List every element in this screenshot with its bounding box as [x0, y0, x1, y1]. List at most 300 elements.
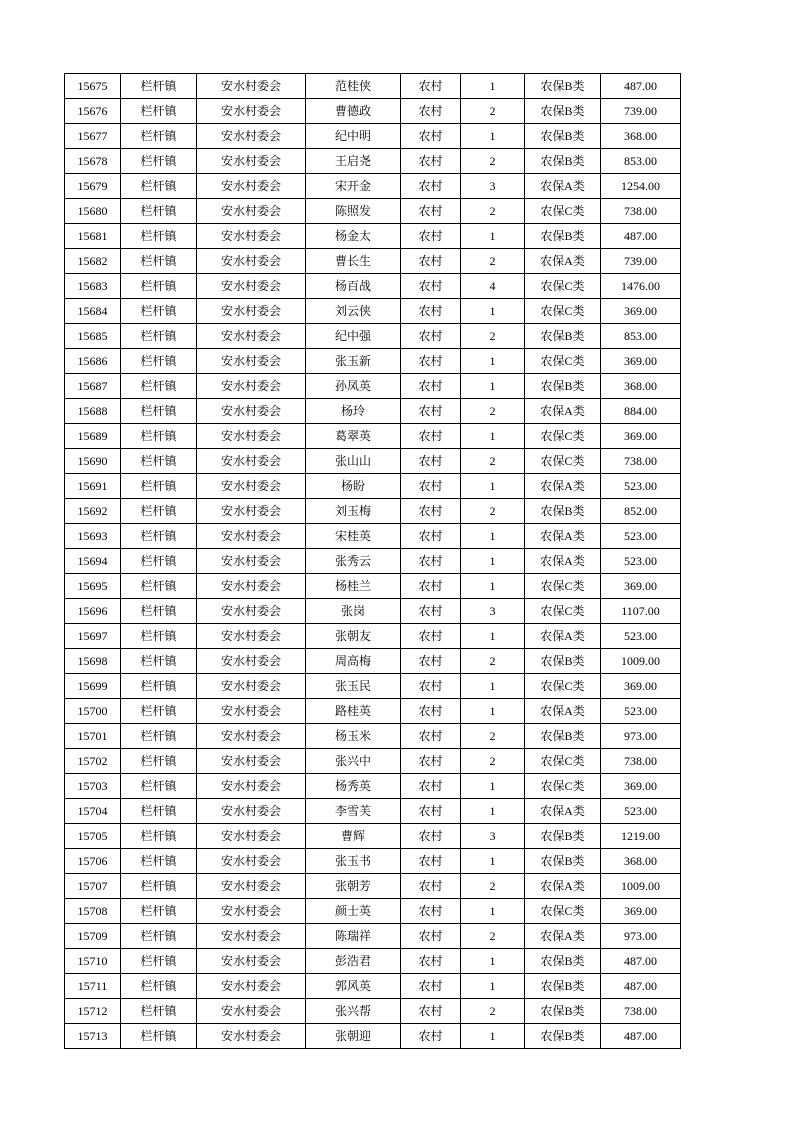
cell-name: 杨桂兰 [306, 574, 401, 599]
cell-town: 栏杆镇 [121, 74, 197, 99]
cell-serial: 15698 [65, 649, 121, 674]
cell-serial: 15709 [65, 924, 121, 949]
table-row [65, 174, 681, 199]
cell-village: 安水村委会 [197, 174, 306, 199]
cell-name: 路桂英 [306, 699, 401, 724]
cell-amount: 487.00 [601, 974, 681, 999]
cell-town: 栏杆镇 [121, 274, 197, 299]
cell-amount: 523.00 [601, 624, 681, 649]
cell-insurance-category: 农保C类 [525, 299, 601, 324]
table-row [65, 199, 681, 224]
cell-amount: 739.00 [601, 249, 681, 274]
cell-serial: 15675 [65, 74, 121, 99]
cell-name: 张朝迎 [306, 1024, 401, 1049]
cell-person-count: 1 [461, 299, 525, 324]
cell-person-count: 4 [461, 274, 525, 299]
cell-serial: 15703 [65, 774, 121, 799]
cell-person-count: 2 [461, 99, 525, 124]
cell-person-count: 2 [461, 149, 525, 174]
cell-insurance-category: 农保B类 [525, 974, 601, 999]
cell-amount: 369.00 [601, 574, 681, 599]
cell-person-count: 1 [461, 549, 525, 574]
cell-town: 栏杆镇 [121, 974, 197, 999]
cell-household-type: 农村 [401, 574, 461, 599]
cell-village: 安水村委会 [197, 724, 306, 749]
cell-amount: 487.00 [601, 224, 681, 249]
cell-serial: 15702 [65, 749, 121, 774]
cell-person-count: 2 [461, 324, 525, 349]
cell-person-count: 1 [461, 124, 525, 149]
cell-town: 栏杆镇 [121, 749, 197, 774]
cell-serial: 15712 [65, 999, 121, 1024]
cell-serial: 15683 [65, 274, 121, 299]
cell-town: 栏杆镇 [121, 574, 197, 599]
cell-name: 孙凤英 [306, 374, 401, 399]
cell-name: 张朝芳 [306, 874, 401, 899]
cell-village: 安水村委会 [197, 499, 306, 524]
cell-household-type: 农村 [401, 949, 461, 974]
cell-household-type: 农村 [401, 749, 461, 774]
cell-household-type: 农村 [401, 824, 461, 849]
cell-person-count: 1 [461, 974, 525, 999]
cell-household-type: 农村 [401, 699, 461, 724]
cell-household-type: 农村 [401, 274, 461, 299]
cell-person-count: 2 [461, 999, 525, 1024]
table-row [65, 274, 681, 299]
cell-household-type: 农村 [401, 599, 461, 624]
cell-household-type: 农村 [401, 724, 461, 749]
cell-name: 李雪芙 [306, 799, 401, 824]
cell-town: 栏杆镇 [121, 449, 197, 474]
cell-household-type: 农村 [401, 349, 461, 374]
cell-name: 彭浩君 [306, 949, 401, 974]
table-row [65, 924, 681, 949]
cell-name: 颜士英 [306, 899, 401, 924]
cell-serial: 15690 [65, 449, 121, 474]
cell-amount: 369.00 [601, 349, 681, 374]
cell-insurance-category: 农保C类 [525, 424, 601, 449]
cell-village: 安水村委会 [197, 974, 306, 999]
cell-name: 杨金太 [306, 224, 401, 249]
table-row [65, 624, 681, 649]
cell-household-type: 农村 [401, 899, 461, 924]
cell-person-count: 2 [461, 399, 525, 424]
cell-serial: 15693 [65, 524, 121, 549]
cell-insurance-category: 农保C类 [525, 449, 601, 474]
cell-name: 刘云侠 [306, 299, 401, 324]
cell-insurance-category: 农保B类 [525, 849, 601, 874]
cell-serial: 15682 [65, 249, 121, 274]
cell-amount: 853.00 [601, 324, 681, 349]
cell-amount: 1009.00 [601, 649, 681, 674]
table-row [65, 349, 681, 374]
cell-village: 安水村委会 [197, 424, 306, 449]
cell-household-type: 农村 [401, 674, 461, 699]
cell-insurance-category: 农保C类 [525, 199, 601, 224]
cell-household-type: 农村 [401, 249, 461, 274]
cell-name: 宋开金 [306, 174, 401, 199]
table-row [65, 774, 681, 799]
cell-household-type: 农村 [401, 874, 461, 899]
cell-amount: 523.00 [601, 799, 681, 824]
cell-household-type: 农村 [401, 1024, 461, 1049]
cell-amount: 1219.00 [601, 824, 681, 849]
cell-amount: 1009.00 [601, 874, 681, 899]
cell-household-type: 农村 [401, 74, 461, 99]
cell-town: 栏杆镇 [121, 849, 197, 874]
cell-insurance-category: 农保C类 [525, 349, 601, 374]
cell-name: 张岗 [306, 599, 401, 624]
cell-amount: 973.00 [601, 924, 681, 949]
cell-town: 栏杆镇 [121, 374, 197, 399]
cell-insurance-category: 农保C类 [525, 899, 601, 924]
cell-village: 安水村委会 [197, 674, 306, 699]
cell-household-type: 农村 [401, 424, 461, 449]
cell-name: 张玉书 [306, 849, 401, 874]
table-row [65, 599, 681, 624]
cell-household-type: 农村 [401, 549, 461, 574]
cell-village: 安水村委会 [197, 249, 306, 274]
cell-insurance-category: 农保A类 [525, 399, 601, 424]
cell-household-type: 农村 [401, 124, 461, 149]
cell-serial: 15687 [65, 374, 121, 399]
cell-serial: 15680 [65, 199, 121, 224]
cell-person-count: 1 [461, 949, 525, 974]
cell-insurance-category: 农保A类 [525, 549, 601, 574]
cell-village: 安水村委会 [197, 449, 306, 474]
cell-serial: 15684 [65, 299, 121, 324]
cell-village: 安水村委会 [197, 524, 306, 549]
cell-town: 栏杆镇 [121, 474, 197, 499]
cell-serial: 15695 [65, 574, 121, 599]
cell-amount: 523.00 [601, 474, 681, 499]
cell-household-type: 农村 [401, 524, 461, 549]
cell-person-count: 2 [461, 874, 525, 899]
cell-person-count: 1 [461, 574, 525, 599]
cell-insurance-category: 农保B类 [525, 74, 601, 99]
cell-amount: 368.00 [601, 374, 681, 399]
cell-insurance-category: 农保B类 [525, 824, 601, 849]
cell-town: 栏杆镇 [121, 724, 197, 749]
cell-insurance-category: 农保B类 [525, 149, 601, 174]
cell-town: 栏杆镇 [121, 224, 197, 249]
cell-village: 安水村委会 [197, 374, 306, 399]
cell-serial: 15708 [65, 899, 121, 924]
table-row [65, 824, 681, 849]
cell-amount: 487.00 [601, 949, 681, 974]
table-row [65, 899, 681, 924]
table-body [65, 74, 681, 1049]
cell-household-type: 农村 [401, 499, 461, 524]
cell-village: 安水村委会 [197, 874, 306, 899]
cell-amount: 1107.00 [601, 599, 681, 624]
cell-village: 安水村委会 [197, 299, 306, 324]
cell-person-count: 1 [461, 899, 525, 924]
cell-village: 安水村委会 [197, 999, 306, 1024]
cell-town: 栏杆镇 [121, 399, 197, 424]
cell-person-count: 1 [461, 74, 525, 99]
cell-household-type: 农村 [401, 999, 461, 1024]
cell-name: 宋桂英 [306, 524, 401, 549]
table-row [65, 124, 681, 149]
cell-person-count: 1 [461, 524, 525, 549]
cell-insurance-category: 农保A类 [525, 799, 601, 824]
cell-insurance-category: 农保B类 [525, 1024, 601, 1049]
cell-person-count: 1 [461, 374, 525, 399]
cell-household-type: 农村 [401, 799, 461, 824]
cell-person-count: 2 [461, 724, 525, 749]
cell-insurance-category: 农保C类 [525, 749, 601, 774]
cell-amount: 487.00 [601, 1024, 681, 1049]
cell-village: 安水村委会 [197, 349, 306, 374]
cell-household-type: 农村 [401, 299, 461, 324]
cell-insurance-category: 农保B类 [525, 724, 601, 749]
table-row [65, 374, 681, 399]
cell-town: 栏杆镇 [121, 499, 197, 524]
cell-insurance-category: 农保B类 [525, 999, 601, 1024]
cell-village: 安水村委会 [197, 324, 306, 349]
cell-person-count: 2 [461, 649, 525, 674]
cell-insurance-category: 农保A类 [525, 874, 601, 899]
table-row [65, 74, 681, 99]
cell-town: 栏杆镇 [121, 924, 197, 949]
cell-town: 栏杆镇 [121, 174, 197, 199]
cell-serial: 15691 [65, 474, 121, 499]
table-row [65, 299, 681, 324]
table-row [65, 224, 681, 249]
cell-insurance-category: 农保B类 [525, 499, 601, 524]
cell-household-type: 农村 [401, 149, 461, 174]
cell-amount: 487.00 [601, 74, 681, 99]
cell-person-count: 1 [461, 674, 525, 699]
cell-name: 范桂侠 [306, 74, 401, 99]
cell-person-count: 1 [461, 774, 525, 799]
cell-name: 刘玉梅 [306, 499, 401, 524]
cell-household-type: 农村 [401, 649, 461, 674]
cell-name: 陈照发 [306, 199, 401, 224]
cell-village: 安水村委会 [197, 474, 306, 499]
table-row [65, 749, 681, 774]
cell-insurance-category: 农保B类 [525, 99, 601, 124]
cell-household-type: 农村 [401, 974, 461, 999]
cell-town: 栏杆镇 [121, 774, 197, 799]
cell-person-count: 2 [461, 749, 525, 774]
cell-village: 安水村委会 [197, 799, 306, 824]
cell-serial: 15692 [65, 499, 121, 524]
table-row [65, 724, 681, 749]
cell-name: 杨百战 [306, 274, 401, 299]
cell-serial: 15701 [65, 724, 121, 749]
cell-town: 栏杆镇 [121, 999, 197, 1024]
cell-serial: 15694 [65, 549, 121, 574]
cell-serial: 15704 [65, 799, 121, 824]
cell-person-count: 2 [461, 449, 525, 474]
cell-serial: 15678 [65, 149, 121, 174]
cell-insurance-category: 农保A类 [525, 474, 601, 499]
cell-serial: 15697 [65, 624, 121, 649]
cell-amount: 369.00 [601, 674, 681, 699]
cell-serial: 15707 [65, 874, 121, 899]
cell-person-count: 2 [461, 499, 525, 524]
cell-village: 安水村委会 [197, 1024, 306, 1049]
table-row [65, 449, 681, 474]
cell-village: 安水村委会 [197, 824, 306, 849]
cell-town: 栏杆镇 [121, 949, 197, 974]
cell-village: 安水村委会 [197, 749, 306, 774]
cell-village: 安水村委会 [197, 224, 306, 249]
cell-insurance-category: 农保B类 [525, 949, 601, 974]
cell-name: 曹长生 [306, 249, 401, 274]
cell-household-type: 农村 [401, 399, 461, 424]
cell-insurance-category: 农保C类 [525, 599, 601, 624]
cell-town: 栏杆镇 [121, 699, 197, 724]
cell-town: 栏杆镇 [121, 549, 197, 574]
cell-town: 栏杆镇 [121, 674, 197, 699]
cell-amount: 368.00 [601, 124, 681, 149]
cell-amount: 523.00 [601, 549, 681, 574]
cell-person-count: 1 [461, 849, 525, 874]
cell-amount: 884.00 [601, 399, 681, 424]
cell-amount: 738.00 [601, 449, 681, 474]
cell-name: 张兴帮 [306, 999, 401, 1024]
cell-amount: 738.00 [601, 749, 681, 774]
table-row [65, 799, 681, 824]
cell-town: 栏杆镇 [121, 349, 197, 374]
table-row [65, 524, 681, 549]
cell-village: 安水村委会 [197, 549, 306, 574]
cell-person-count: 3 [461, 824, 525, 849]
cell-name: 张玉民 [306, 674, 401, 699]
cell-insurance-category: 农保A类 [525, 924, 601, 949]
cell-insurance-category: 农保C类 [525, 574, 601, 599]
cell-name: 曹德政 [306, 99, 401, 124]
cell-amount: 369.00 [601, 424, 681, 449]
cell-town: 栏杆镇 [121, 649, 197, 674]
pension-roster-table [64, 73, 681, 1049]
cell-serial: 15685 [65, 324, 121, 349]
cell-insurance-category: 农保B类 [525, 124, 601, 149]
cell-amount: 853.00 [601, 149, 681, 174]
cell-village: 安水村委会 [197, 399, 306, 424]
cell-insurance-category: 农保B类 [525, 224, 601, 249]
cell-village: 安水村委会 [197, 899, 306, 924]
cell-person-count: 2 [461, 249, 525, 274]
cell-town: 栏杆镇 [121, 124, 197, 149]
cell-serial: 15705 [65, 824, 121, 849]
cell-insurance-category: 农保A类 [525, 174, 601, 199]
cell-amount: 368.00 [601, 849, 681, 874]
cell-amount: 523.00 [601, 699, 681, 724]
cell-serial: 15711 [65, 974, 121, 999]
cell-name: 张朝友 [306, 624, 401, 649]
cell-person-count: 1 [461, 1024, 525, 1049]
cell-serial: 15679 [65, 174, 121, 199]
cell-town: 栏杆镇 [121, 324, 197, 349]
cell-town: 栏杆镇 [121, 299, 197, 324]
cell-village: 安水村委会 [197, 124, 306, 149]
table-row [65, 99, 681, 124]
cell-person-count: 1 [461, 699, 525, 724]
cell-town: 栏杆镇 [121, 524, 197, 549]
cell-serial: 15696 [65, 599, 121, 624]
cell-household-type: 农村 [401, 199, 461, 224]
cell-town: 栏杆镇 [121, 824, 197, 849]
cell-person-count: 1 [461, 474, 525, 499]
cell-name: 杨玉米 [306, 724, 401, 749]
cell-village: 安水村委会 [197, 849, 306, 874]
cell-amount: 852.00 [601, 499, 681, 524]
cell-name: 张秀云 [306, 549, 401, 574]
cell-name: 曹辉 [306, 824, 401, 849]
cell-amount: 738.00 [601, 199, 681, 224]
table-row [65, 999, 681, 1024]
table-row [65, 674, 681, 699]
cell-village: 安水村委会 [197, 949, 306, 974]
cell-town: 栏杆镇 [121, 624, 197, 649]
cell-name: 张兴中 [306, 749, 401, 774]
cell-serial: 15677 [65, 124, 121, 149]
cell-person-count: 1 [461, 799, 525, 824]
cell-serial: 15686 [65, 349, 121, 374]
cell-town: 栏杆镇 [121, 874, 197, 899]
cell-serial: 15706 [65, 849, 121, 874]
cell-name: 纪中明 [306, 124, 401, 149]
cell-name: 葛翠英 [306, 424, 401, 449]
cell-name: 郭风英 [306, 974, 401, 999]
cell-person-count: 2 [461, 924, 525, 949]
cell-name: 纪中强 [306, 324, 401, 349]
cell-village: 安水村委会 [197, 924, 306, 949]
cell-household-type: 农村 [401, 924, 461, 949]
table-row [65, 949, 681, 974]
cell-village: 安水村委会 [197, 149, 306, 174]
cell-village: 安水村委会 [197, 199, 306, 224]
cell-household-type: 农村 [401, 624, 461, 649]
cell-insurance-category: 农保A类 [525, 249, 601, 274]
cell-household-type: 农村 [401, 474, 461, 499]
table-row [65, 399, 681, 424]
cell-household-type: 农村 [401, 774, 461, 799]
table-row [65, 1024, 681, 1049]
cell-insurance-category: 农保C类 [525, 674, 601, 699]
cell-serial: 15710 [65, 949, 121, 974]
cell-name: 杨秀英 [306, 774, 401, 799]
cell-person-count: 1 [461, 349, 525, 374]
cell-name: 周高梅 [306, 649, 401, 674]
cell-town: 栏杆镇 [121, 899, 197, 924]
cell-serial: 15688 [65, 399, 121, 424]
cell-amount: 369.00 [601, 899, 681, 924]
cell-village: 安水村委会 [197, 699, 306, 724]
cell-insurance-category: 农保A类 [525, 624, 601, 649]
table-row [65, 974, 681, 999]
cell-person-count: 3 [461, 599, 525, 624]
table-row [65, 849, 681, 874]
cell-amount: 369.00 [601, 299, 681, 324]
cell-name: 杨盼 [306, 474, 401, 499]
cell-serial: 15713 [65, 1024, 121, 1049]
cell-town: 栏杆镇 [121, 99, 197, 124]
table-row [65, 549, 681, 574]
cell-insurance-category: 农保B类 [525, 324, 601, 349]
table-row [65, 474, 681, 499]
cell-amount: 739.00 [601, 99, 681, 124]
cell-town: 栏杆镇 [121, 424, 197, 449]
table-row [65, 699, 681, 724]
cell-insurance-category: 农保B类 [525, 374, 601, 399]
cell-village: 安水村委会 [197, 274, 306, 299]
cell-name: 王启尧 [306, 149, 401, 174]
